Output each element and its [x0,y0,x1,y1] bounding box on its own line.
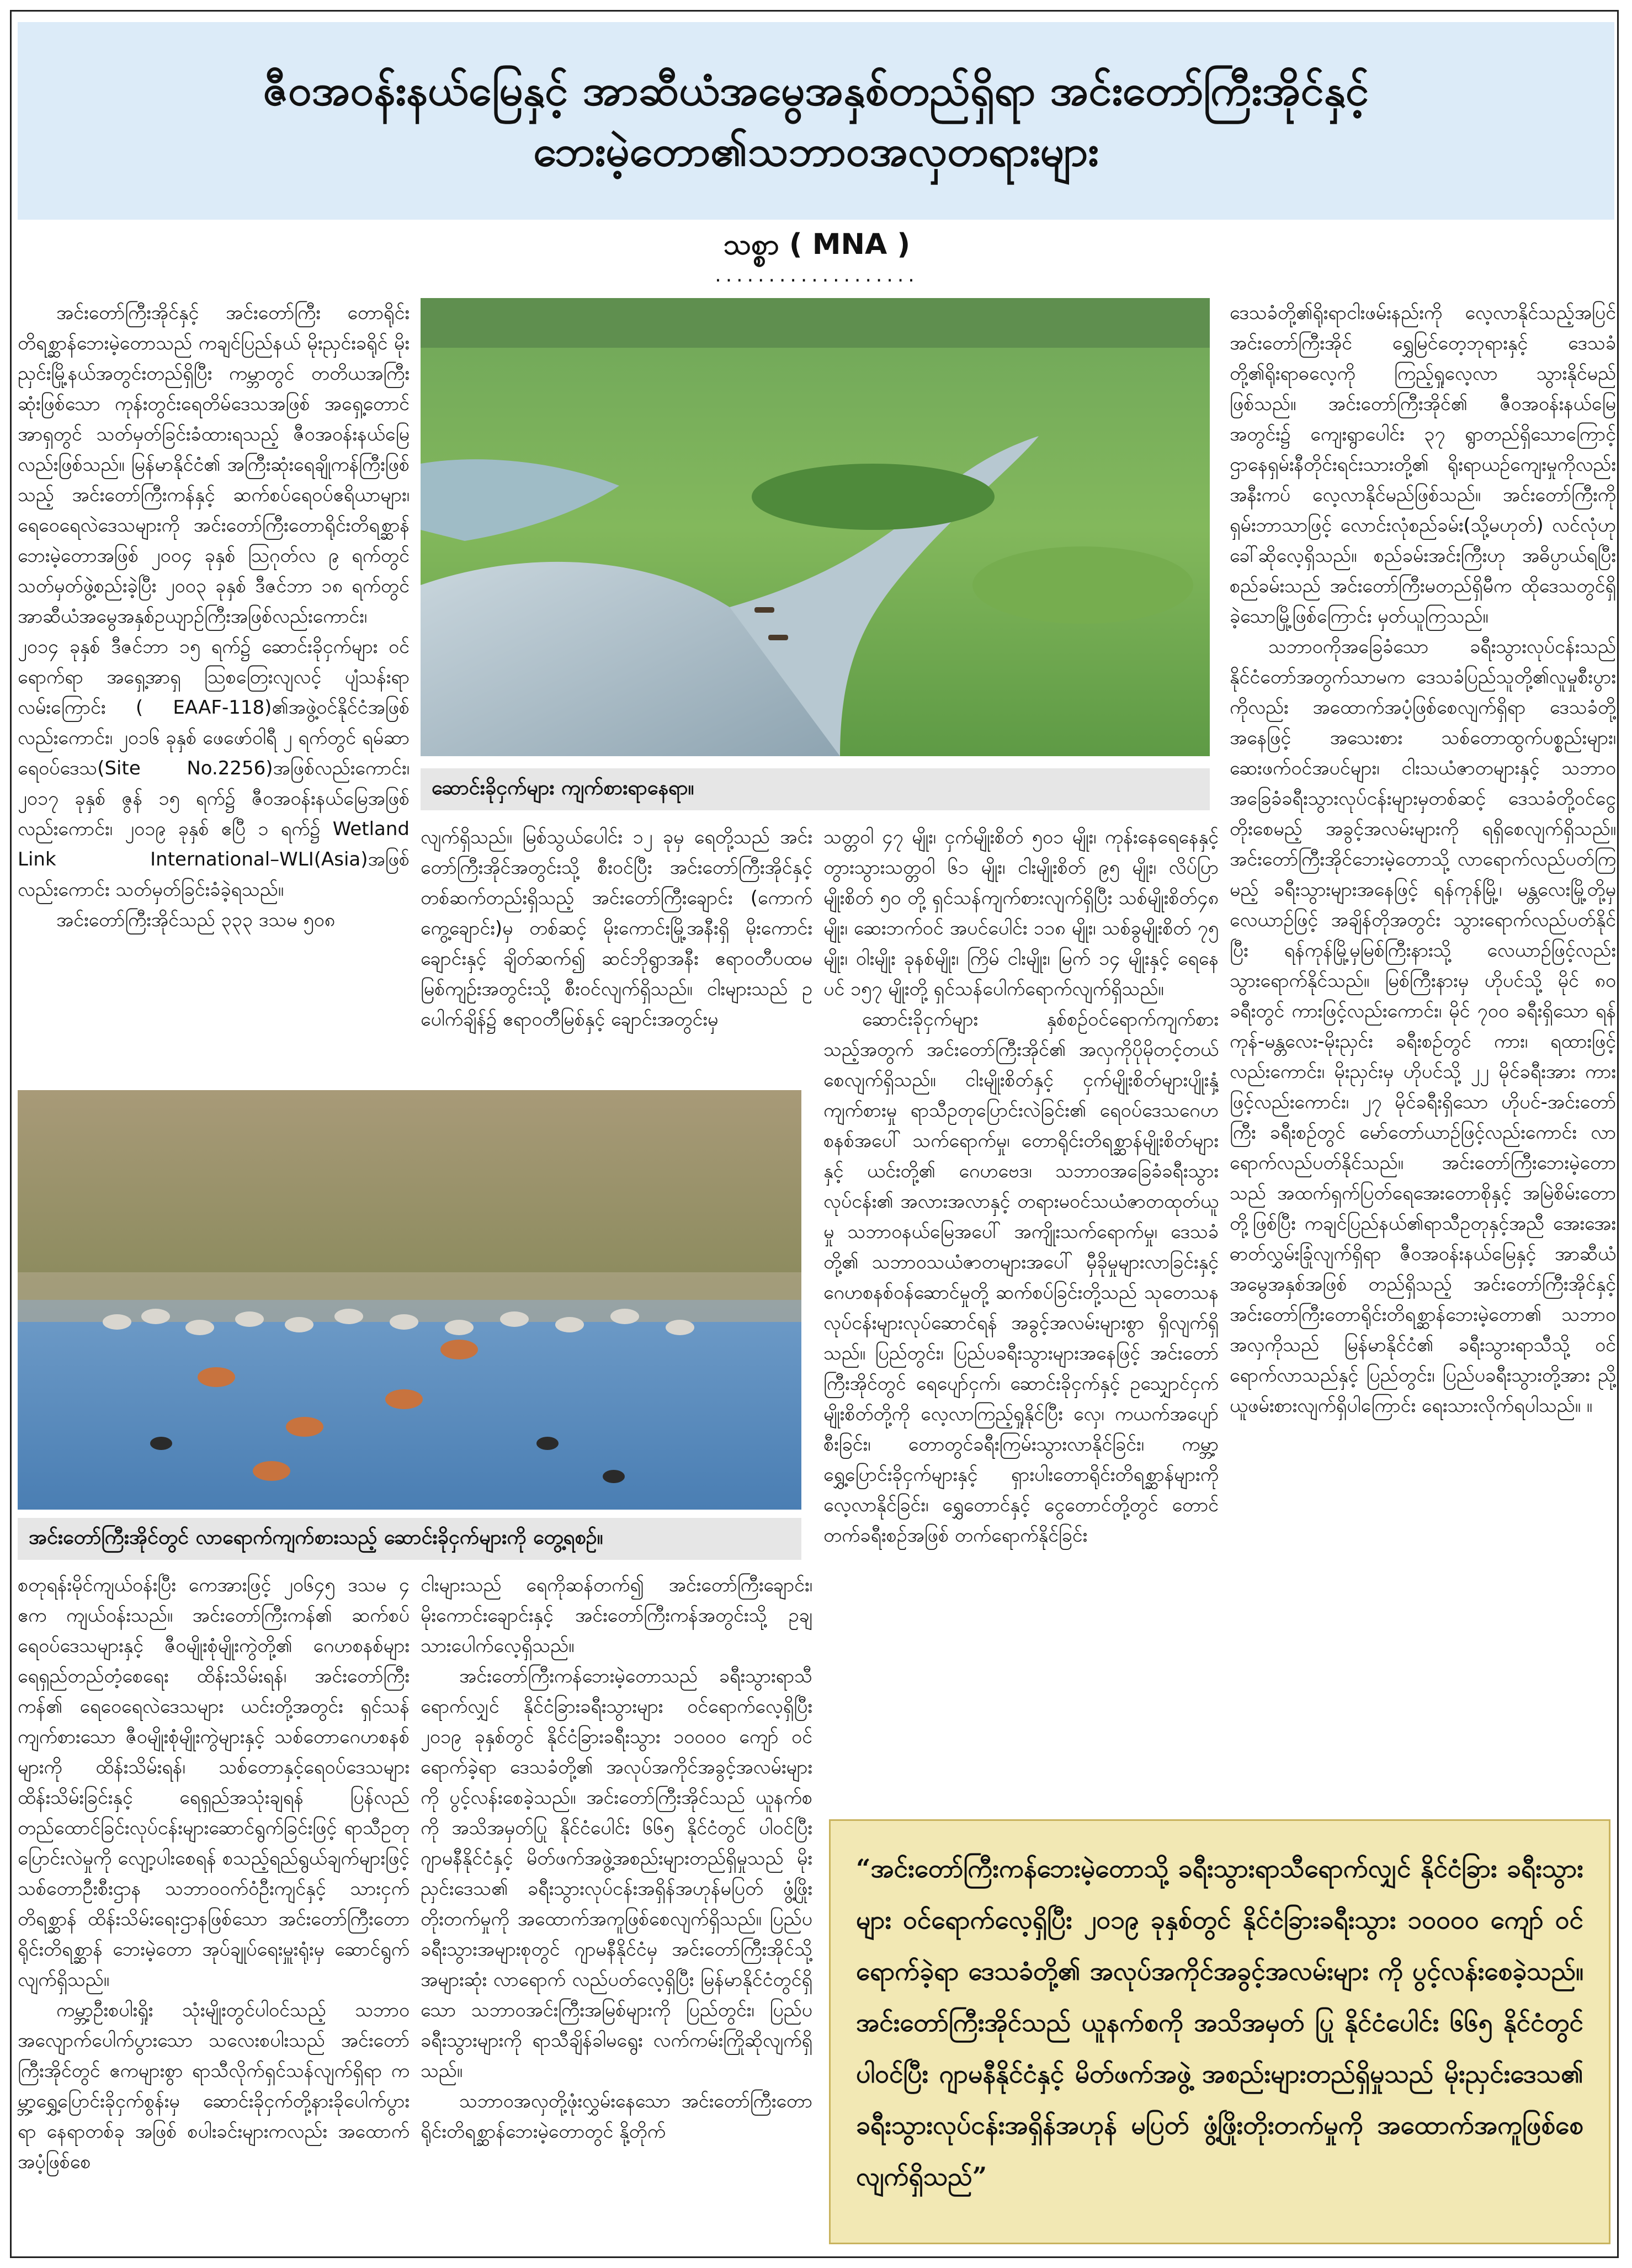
wetland-photo [421,298,1210,756]
column-1-bottom [18,1570,410,2249]
column-1-top [18,298,410,1076]
paragraph: သဘာဝကိုအခြေခံသော ခရီးသွားလုပ်ငန်းသည် နိုင်ငံတော်အတွက်သာမက ဒေသခံပြည်သူတို့၏လူမှုစီးပွားကိုလည်း အထောက်အပံ့ဖြစ်စေလျက်ရှိရာ ဒေသခံတို့အနေဖြင့် အသေးစား သစ်တောထွက်ပစ္စည်းများ၊ ဆေးဖက်ဝင်အပင်များ၊ ငါးသယံဇာတများနှင့် သဘာဝအခြေခံခရီးသွားလုပ်ငန်းများမှတစ်ဆင့် ဒေသခံတို့ဝင်ငွေတိုးစေမည့် အခွင့်အလမ်းများကို ရရှိစေလျက်ရှိသည်။ အင်းတော်ကြီးအိုင်ဘေးမဲ့တောသို့ လာရောက်လည်ပတ်ကြမည့် ခရီးသွားများအနေဖြင့် ရန်ကုန်မြို့၊ မန္တလေးမြို့တို့မှ လေယာဉ်ဖြင့် အချိန်တိုအတွင်း သွားရောက်လည်ပတ်နိုင်ပြီး ရန်ကုန်မြို့မှမြစ်ကြီးနားသို့ လေယာဉ်ဖြင့်လည်း သွားရောက်နိုင်သည်။ မြစ်ကြီးနားမှ ဟိုပင်သို့ မိုင် ၈၀ ခရီးတွင် ကားဖြင့်လည်းကောင်း၊ မိုင် ၇၀၀ ခရီးရှိသော ရန်ကုန်-မန္တလေး-မိုးညှင်း ခရီးစဉ်တွင် ကား၊ ရထားဖြင့်လည်းကောင်း၊ မိုးညှင်းမှ ဟိုပင်သို့ ၂၂ မိုင်ခရီးအား ကားဖြင့်လည်းကောင်း၊ ၂၇ မိုင်ခရီးရှိသော ဟိုပင်-အင်းတော်ကြီး ခရီးစဉ်တွင် မော်တော်ယာဉ်ဖြင့်လည်းကောင်း လာရောက်လည်ပတ်နိုင်သည်။ အင်းတော်ကြီးဘေးမဲ့တောသည် အထက်ရှက်ပြတ်ရေအေးတောစိုနှင့် အမြဲစိမ်းတောတို့ဖြစ်ပြီး ကချင်ပြည်နယ်၏ရာသီဥတုနှင့်အညီ အေးအေးဓာတ်လွှမ်းခြုံလျက်ရှိရာ ဇီဝအဝန်းနယ်မြေနှင့် အာဆီယံအမွေအနှစ်အဖြစ် တည်ရှိသည့် အင်းတော်ကြီးအိုင်နှင့် အင်းတော်ကြီးတောရိုင်းတိရစ္ဆာန်ဘေးမဲ့တော၏ သဘာဝအလှကိုသည် မြန်မာနိုင်ငံ၏ ခရီးသွားရာသီသို့ ဝင်ရောက်လာသည်နှင့် ပြည်တွင်း၊ ပြည်ပခရီးသွားတို့အား ညို့ယူဖမ်းစားလျက်ရှိပါကြောင်း ရေးသားလိုက်ရပါသည်။ ။ [1230,636,1616,1417]
headline-line-1: ဇီဝအဝန်းနယ်မြေနှင့် အာဆီယံအမွေအနှစ်တည်ရှိရာ အင်းတော်ကြီးအိုင်နှင့် [263,65,1369,115]
pull-quote: “အင်းတော်ကြီးကန်ဘေးမဲ့တောသို့ ခရီးသွားရာသီရောက်လျှင် နိုင်ငံခြား ခရီးသွားများ ဝင်ရောက်လေ့ရှိပြီး ၂၀၁၉ ခုနှစ်တွင် နိုင်ငံခြားခရီးသွား ၁၀၀၀၀ ကျော် ဝင်ရောက်ခဲ့ရာ ဒေသခံတို့၏ အလုပ်အကိုင်အခွင့်အလမ်းများ ကို ပွင့်လန်းစေခဲ့သည်။ အင်းတော်ကြီးအိုင်သည် ယူနက်စကို အသိအမှတ် ပြု နိုင်ငံပေါင်း ၆၆၅ နိုင်ငံတွင်ပါဝင်ပြီး ဂျာမနီနိုင်ငံနှင့် မိတ်ဖက်အဖွဲ့ အစည်းများတည်ရှိမှုသည် မိုးညှင်းဒေသ၏ ခရီးသွားလုပ်ငန်းအရှိန်အဟုန် မပြတ် ဖွံ့ဖြိုးတိုးတက်မှုကို အထောက်အကူဖြစ်စေလျက်ရှိသည်” [856,1853,1583,2191]
paragraph: အင်းတော်ကြီးအိုင်သည် ၃၃၃ ဒသမ ၅၀၈ [56,909,336,931]
wetland-landscape-image [421,298,1210,756]
paragraph: လျက်ရှိသည်။ မြစ်သွယ်ပေါင်း ၁၂ ခုမှ ရေတို့သည် အင်းတော်ကြီးအိုင်အတွင်းသို့ စီးဝင်ပြီး အင်းတော်ကြီးအိုင်နှင့် တစ်ဆက်တည်းရှိသည့် အင်းတော်ကြီးချောင်း (ကောက်ကွေ့ချောင်း)မှ တစ်ဆင့် မိုးကောင်းမြို့အနီးရှိ မိုးကောင်းချောင်းနှင့် ချိတ်ဆက်၍ ဆင်ဘိုရွာအနီး ဧရာဝတီပထမမြစ်ကျဉ်းအတွင်းသို့ စီးဝင်လျက်ရှိသည်။ ငါးများသည် ဥပေါက်ချိန်၌ ဧရာဝတီမြစ်နှင့် ချောင်းအတွင်းမှ [421,826,812,1031]
byline-dots: ................... [715,264,919,286]
paragraph: ကမ္ဘာ့ဦးစပါးရှိုး သုံးမျိုးတွင်ပါဝင်သည့် သဘာဝအလျောက်ပေါက်ပွားသော သလေးစပါးသည် အင်းတော်ကြီးအိုင်တွင် ဧကများစွာ ရာသီလိုက်ရှင်သန်လျက်ရှိရာ ကမ္ဘာ့ရွှေ့ပြောင်းခိုငှက်စွန်းမှ ဆောင်းခိုငှက်တို့နားခိုပေါက်ပွားရာ နေရာတစ်ခု အဖြစ် စပါးခင်းများကလည်း အထောက်အပံ့ဖြစ်စေ [18,1999,410,2173]
birds-photo [18,1090,801,1510]
column-2-bottom [421,1570,812,2249]
paragraph: ဒေသခံတို့၏ရိုးရာငါးဖမ်းနည်းကို လေ့လာနိုင်သည့်အပြင် အင်းတော်ကြီးအိုင် ရွှေမြင်တေ့ဘုရားနှင့် ဒေသခံတို့၏ရိုးရာဓလေ့ကို ကြည့်ရှုလေ့လာ သွားနိုင်မည်ဖြစ်သည်။ အင်းတော်ကြီးအိုင်၏ ဇီဝအဝန်းနယ်မြေအတွင်း၌ ကျေးရွာပေါင်း ၃၇ ရွာတည်ရှိသောကြောင့် ဌာနေရှမ်းနီတိုင်းရင်းသားတို့၏ ရိုးရာယဉ်ကျေးမှုကိုလည်း အနီးကပ် လေ့လာနိုင်မည်ဖြစ်သည်။ အင်းတော်ကြီးကို ရှမ်းဘာသာဖြင့် လောင်းလုံစည်ခမ်း(သို့မဟုတ်) လင်လုံဟုခေါ်ဆိုလေ့ရှိသည်။ စည်ခမ်းအင်းကြီးဟု အဓိပ္ပာယ်ရပြီး စည်ခမ်းသည် အင်းတော်ကြီးမတည်ရှိမီက ထိုဒေသတွင်ရှိခဲ့သောမြို့ဖြစ်ကြောင်း မှတ်ယူကြသည်။ [1230,302,1616,628]
photo-2-caption: အင်းတော်ကြီးအိုင်တွင် လာရောက်ကျက်စားသည့် ဆောင်းခိုငှက်များကို တွေ့ရစဉ်။ [18,1518,801,1560]
byline: သစ္စာ ( MNA ) [723,228,911,261]
headline-line-2: ဘေးမဲ့တော၏သဘာဝအလှတရားများ [533,126,1099,176]
paragraph: ဆောင်းခိုငှက်များ နှစ်စဉ်ဝင်ရောက်ကျက်စားသည့်အတွက် အင်းတော်ကြီးအိုင်၏ အလှကိုပိုမိုတင့်တယ်စေလျက်ရှိသည်။ ငါးမျိုးစိတ်နှင့် ငှက်မျိုးစိတ်များပျိုးနှံ့ကျက်စားမှု ရာသီဥတုပြောင်းလဲခြင်း၏ ရေဝပ်ဒေသဂေဟစနစ်အပေါ် သက်ရောက်မှု၊ တောရိုင်းတိရစ္ဆာန်မျိုးစိတ်များနှင့် ယင်းတို့၏ ဂေဟဗေဒ၊ သဘာဝအခြေခံခရီးသွားလုပ်ငန်း၏ အလားအလာနှင့် တရားမဝင်သယံဇာတထုတ်ယူမှု သဘာဝနယ်မြေအပေါ် အကျိုးသက်ရောက်မှု၊ ဒေသခံတို့၏ သဘာဝသယံဇာတများအပေါ် မှီခိုမှုများလာခြင်းနှင့် ဂေဟစနစ်ဝန်ဆောင်မှုတို့ ဆက်စပ်ခြင်းတို့သည် သုတေသနလုပ်ငန်းများလုပ်ဆောင်ရန် အခွင့်အလမ်းများစွာ ရှိလျက်ရှိသည်။ ပြည်တွင်း၊ ပြည်ပခရီးသွားများအနေဖြင့် အင်းတော်ကြီးအိုင်တွင် ရေပျော်ငှက်၊ ဆောင်းခိုငှက်နှင့် ဥသျှောင်ငှက်မျိုးစိတ်တို့ကို လေ့လာကြည့်ရှုနိုင်ပြီး လှေ၊ ကယက်အပျော်စီးခြင်း၊ တောတွင်ခရီးကြမ်းသွားလာနိုင်ခြင်း၊ ကမ္ဘာ့ရွှေ့ပြောင်းခိုငှက်များနှင့် ရှားပါးတောရိုင်းတိရစ္ဆာန်များကို လေ့လာနိုင်ခြင်း၊ ရွှေတောင်နှင့် ငွေတောင်တို့တွင် တောင်တက်ခရီးစဉ်အဖြစ် တက်ရောက်နိုင်ခြင်း [823,1008,1219,1547]
paragraph: သဘာဝအလှတို့ဖုံးလွှမ်းနေသော အင်းတော်ကြီးတောရိုင်းတိရစ္ဆာန်ဘေးမဲ့တောတွင် နို့တိုက် [421,2090,812,2143]
headline-banner [18,22,1614,220]
paragraph: စတုရန်းမိုင်ကျယ်ဝန်းပြီး ကေအားဖြင့် ၂၀၆၄၅ ဒသမ ၄ ဧက ကျယ်ဝန်းသည်။ အင်းတော်ကြီးကန်၏ ဆက်စပ်ရေဝပ်ဒေသများနှင့် ဇီဝမျိုးစုံမျိုးကွဲတို့၏ ဂေဟစနစ်များ ရေရှည်တည်တံ့စေရေး ထိန်းသိမ်းရန်၊ အင်းတော်ကြီးကန်၏ ရေဝေရေလဲဒေသများ ယင်းတို့အတွင်း ရှင်သန်ကျက်စားသော ဇီဝမျိုးစုံမျိုးကွဲများနှင့် သစ်တောဂေဟစနစ်များကို ထိန်းသိမ်းရန်၊ သစ်တောနှင့်ရေဝပ်ဒေသများ ထိန်းသိမ်းခြင်းနှင့် ရေရှည်အသုံးချရန် ပြန်လည်တည်ထောင်ခြင်းလုပ်ငန်းများဆောင်ရွက်ခြင်းဖြင့် ရာသီဥတုပြောင်းလဲမှုကို လျော့ပါးစေရန် စသည့်ရည်ရွယ်ချက်များဖြင့် သစ်တောဦးစီးဌာန သဘာဝဝက်ဝံဦးကျင်နှင့် သားငှက်တိရစ္ဆာန် ထိန်းသိမ်းရေးဌာနဖြစ်သော အင်းတော်ကြီးတောရိုင်းတိရစ္ဆာန် ဘေးမဲ့တော အုပ်ချုပ်ရေးမှူးရုံးမှ ဆောင်ရွက်လျက်ရှိသည်။ [18,1574,410,1991]
paragraph: အင်းတော်ကြီးအိုင်နှင့် အင်းတော်ကြီး တောရိုင်းတိရစ္ဆာန်ဘေးမဲ့တောသည် ကချင်ပြည်နယ် မိုးညှင်းခရိုင် မိုးညှင်းမြို့နယ်အတွင်းတည်ရှိပြီး ကမ္ဘာတွင် တတိယအကြီးဆုံးဖြစ်သော ကုန်းတွင်းရေတိမ်ဒေသအဖြစ် အရှေ့တောင်အာရှတွင် သတ်မှတ်ခြင်းခံထားရသည့် ဇီဝအဝန်းနယ်မြေလည်းဖြစ်သည်။ မြန်မာနိုင်ငံ၏ အကြီးဆုံးရေချိုကန်ကြီးဖြစ်သည့် အင်းတော်ကြီးကန်နှင့် ဆက်စပ်ရေဝပ်ဧရိယာများ၊ ရေဝေရေလဲဒေသများကို အင်းတော်ကြီးတောရိုင်းတိရစ္ဆာန်ဘေးမဲ့တောအဖြစ် ၂၀၀၄ ခုနှစ် ဩဂုတ်လ ၉ ရက်တွင် သတ်မှတ်ဖွဲ့စည်းခဲ့ပြီး ၂၀၀၃ ခုနှစ် ဒီဇင်ဘာ ၁၈ ရက်တွင် အာဆီယံအမွေအနှစ်ဥယျာဉ်ကြီးအဖြစ်လည်းကောင်း၊ ၂၀၁၄ ခုနှစ် ဒီဇင်ဘာ ၁၅ ရက်၌ ဆောင်းခိုငှက်များ ဝင်ရောက်ရာ အရှေ့အာရှ ဩစတြေးလျလင့် ပျံသန်းရာ လမ်းကြောင်း ( EAAF-118)၏အဖွဲ့ဝင်နိုင်ငံအဖြစ်လည်းကောင်း၊ ၂၀၁၆ ခုနှစ် ဖေဖော်ဝါရီ ၂ ရက်တွင် ရမ်ဆာ ရေဝပ်ဒေသ(Site No.2256)အဖြစ်လည်းကောင်း၊ ၂၀၁၇ ခုနှစ် ဇွန် ၁၅ ရက်၌ ဇီဝအဝန်းနယ်မြေအဖြစ်လည်းကောင်း၊ ၂၀၁၉ ခုနှစ် ဧပြီ ၁ ရက်၌ Wetland Link International–WLI(Asia)အဖြစ်လည်းကောင်း သတ်မှတ်ခြင်းခံခဲ့ရသည်။ [18,302,410,901]
column-2-middle [421,822,812,1087]
paragraph: အင်းတော်ကြီးကန်ဘေးမဲ့တောသည် ခရီးသွားရာသီရောက်လျှင် နိုင်ငံခြားခရီးသွားများ ဝင်ရောက်လေ့ရှိပြီး ၂၀၁၉ ခုနှစ်တွင် နိုင်ငံခြားခရီးသွား ၁၀၀၀၀ ကျော် ဝင်ရောက်ခဲ့ရာ ဒေသခံတို့၏ အလုပ်အကိုင်အခွင့်အလမ်းများကို ပွင့်လန်းစေခဲ့သည်။ အင်းတော်ကြီးအိုင်သည် ယူနက်စကို အသိအမှတ်ပြု နိုင်ငံပေါင်း ၆၆၅ နိုင်ငံတွင် ပါဝင်ပြီး ဂျာမနီနိုင်ငံနှင့် မိတ်ဖက်အဖွဲ့အစည်းများတည်ရှိမှုသည် မိုးညှင်းဒေသ၏ ခရီးသွားလုပ်ငန်းအရှိန်အဟုန်မပြတ် ဖွံ့ဖြိုးတိုးတက်မှုကို အထောက်အကူဖြစ်စေလျက်ရှိသည်။ ပြည်ပခရီးသွားအများစုတွင် ဂျာမနီနိုင်ငံမှ အင်းတော်ကြီးအိုင်သို့ အများဆုံး လာရောက် လည်ပတ်လေ့ရှိပြီး မြန်မာနိုင်ငံတွင်ရှိသော သဘာဝအင်းကြီးအမြစ်များကို ပြည်တွင်း၊ ပြည်ပခရီးသွားများကို ရာသီချိန်ခါမရွေး လက်ကမ်းကြိုဆိုလျက်ရှိသည်။ [421,1665,812,2082]
pull-quote-box [829,1819,1610,2244]
column-3-middle [823,822,1219,1810]
birds-on-water-image [18,1090,801,1510]
paragraph: သတ္တဝါ ၄၇ မျိုး၊ ငှက်မျိုးစိတ် ၅၀၁ မျိုး၊ ကုန်းနေရေနေနှင့် တွားသွားသတ္တဝါ ၆၁ မျိုး၊ ငါးမျိုးစိတ် ၉၅ မျိုး၊ လိပ်ပြာမျိုးစိတ် ၅၀ တို့ ရှင်သန်ကျက်စားလျက်ရှိပြီး သစ်မျိုးစိတ်၄၈ မျိုး၊ ဆေးဘက်ဝင် အပင်ပေါင်း ၁၁၈ မျိုး၊ သစ်ခွမျိုးစိတ် ၇၅ မျိုး၊ ဝါးမျိုး ခုနစ်မျိုး၊ ကြိမ် ငါးမျိုး၊ မြက် ၁၄ မျိုးနှင့် ရေနေပင် ၁၅၇ မျိုးတို့ ရှင်သန်ပေါက်ရောက်လျက်ရှိသည်။ [823,826,1219,1000]
column-4 [1230,298,1616,1810]
paragraph: ငါးများသည် ရေကိုဆန်တက်၍ အင်းတော်ကြီးချောင်း၊ မိုးကောင်းချောင်းနှင့် အင်းတော်ကြီးကန်အတွင်းသို့ ဥချသားပေါက်လေ့ရှိသည်။ [421,1574,812,1657]
photo-1-caption: ဆောင်းခိုငှက်များ ကျက်စားရာနေရာ။ [421,768,1210,810]
